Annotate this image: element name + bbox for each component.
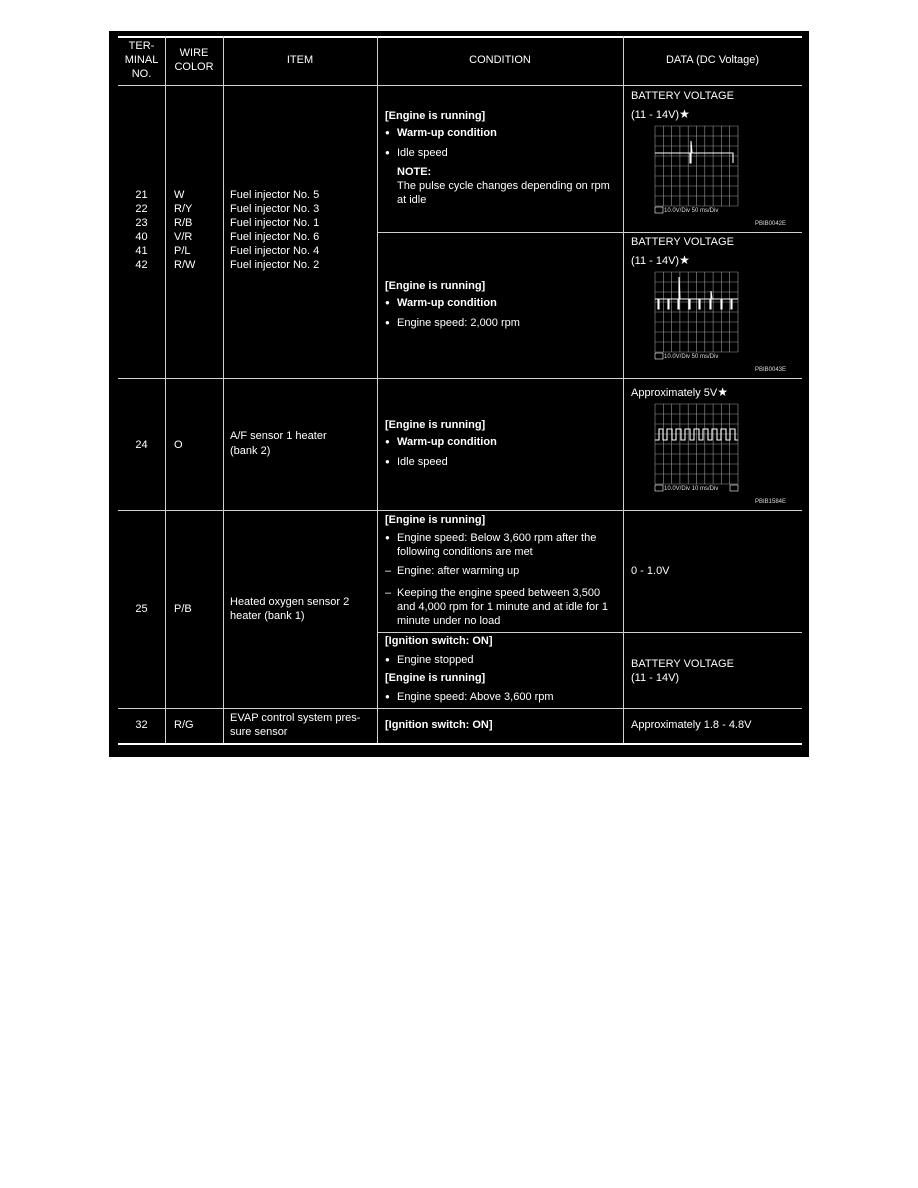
figure-code: PBIB0043E [755, 367, 787, 373]
data-voltage: BATTERY VOLTAGE [631, 658, 734, 670]
data-voltage: Approximately 1.8 - 4.8V [631, 719, 752, 731]
scope-scale: 10.0V/Div 50 ms/Div [664, 208, 719, 214]
oscilloscope-waveform-af-heater [654, 403, 739, 493]
condition-state: [Engine is running] [385, 110, 486, 122]
scope-scale: 10.0V/Div 50 ms/Div [664, 354, 719, 360]
terminal-number: 25 [135, 603, 148, 615]
condition-bullet: ● Engine stopped [397, 653, 473, 667]
oscilloscope-waveform-idle [654, 125, 739, 215]
scope-scale: 10.0V/Div 10 ms/Div [664, 486, 719, 492]
item-name: Heated oxygen sensor 2 [230, 596, 350, 608]
data-voltage: BATTERY VOLTAGE [631, 90, 734, 102]
item-name: Fuel injector No. 1 [230, 217, 320, 229]
note-text: at idle [397, 194, 427, 206]
condition-bullet: ● Warm-up condition [397, 126, 497, 140]
condition-state: [Ignition switch: ON] [385, 635, 493, 647]
header-bottom-rule [118, 85, 802, 86]
condition-state: [Ignition switch: ON] [385, 719, 493, 731]
star-icon: ★ [679, 253, 690, 267]
voltage-range-text: (11 - 14V) [631, 109, 680, 121]
figure-code: PBIB0042E [755, 221, 787, 227]
header-wire-line: COLOR [174, 61, 214, 73]
terminal-data-table [109, 31, 809, 757]
wire-color: R/B [174, 217, 193, 229]
header-terminal-line: NO. [131, 68, 152, 80]
figure-code: PBIB1584E [755, 499, 787, 505]
condition-state: [Engine is running] [385, 419, 486, 431]
condition-dash-item: – Engine: after warming up [397, 564, 519, 578]
row-divider-25 [118, 510, 802, 511]
header-terminal-line: TER- [128, 40, 155, 52]
star-icon: ★ [717, 385, 728, 399]
item-name: sure sensor [230, 726, 288, 738]
header-terminal [118, 39, 165, 81]
col-divider-4 [623, 36, 624, 743]
item-name: Fuel injector No. 5 [230, 189, 320, 201]
voltage-text: Approximately 5V [631, 387, 718, 399]
col-divider-1 [165, 36, 166, 743]
data-voltage: 0 - 1.0V [631, 565, 670, 577]
terminal-number: 23 [135, 217, 148, 229]
oscilloscope-waveform-2000rpm [654, 271, 739, 361]
item-name: heater (bank 1) [230, 610, 305, 622]
condition-bullet: ● Idle speed [397, 146, 448, 160]
row-divider-32 [118, 708, 802, 709]
wire-color: V/R [174, 231, 193, 243]
note-label: NOTE: [397, 166, 432, 178]
item-name: A/F sensor 1 heater [230, 430, 327, 442]
terminal-number: 40 [135, 231, 148, 243]
header-terminal-line: MINAL [124, 54, 159, 66]
condition-text: and 4,000 rpm for 1 minute and at idle for 1 [397, 601, 608, 613]
wire-color: R/W [174, 259, 196, 271]
terminal-number: 41 [135, 245, 148, 257]
data-voltage: BATTERY VOLTAGE [631, 236, 734, 248]
item-name: Fuel injector No. 3 [230, 203, 320, 215]
star-icon: ★ [679, 107, 690, 121]
data-voltage-range: (11 - 14V) [631, 672, 680, 684]
terminal-number: 22 [135, 203, 148, 215]
col-divider-3 [377, 36, 378, 743]
col-divider-2 [223, 36, 224, 743]
table-top-rule [118, 36, 802, 38]
injector-sub-divider [377, 232, 802, 233]
terminal-number: 32 [135, 719, 148, 731]
note-text: The pulse cycle changes depending on rpm [397, 180, 610, 192]
header-condition: CONDITION [469, 54, 531, 66]
table-bottom-rule [118, 743, 802, 745]
wire-color: R/G [174, 719, 194, 731]
ho2-sub-divider [377, 632, 802, 633]
condition-bullet: ● Engine speed: 2,000 rpm [397, 316, 520, 330]
condition-dash-item: – Keeping the engine speed between 3,500 [397, 586, 600, 600]
row-divider-24 [118, 378, 802, 379]
wire-color: P/B [174, 603, 192, 615]
condition-bullet: ● Engine speed: Above 3,600 rpm [397, 690, 554, 704]
terminal-number: 24 [135, 439, 148, 451]
condition-state: [Engine is running] [385, 672, 486, 684]
header-wire-line: WIRE [179, 47, 209, 59]
item-name: EVAP control system pres- [230, 712, 361, 724]
condition-bullet: ● Idle speed [397, 455, 448, 469]
condition-bullet: ● Engine speed: Below 3,600 rpm after the [397, 531, 596, 545]
item-name: (bank 2) [230, 445, 271, 457]
wire-color: R/Y [174, 203, 193, 215]
injector-terminals [118, 188, 165, 272]
voltage-range-text: (11 - 14V) [631, 255, 680, 267]
item-name: Fuel injector No. 4 [230, 245, 320, 257]
data-voltage-range [631, 253, 690, 268]
wire-color: W [174, 189, 185, 201]
condition-text: minute under no load [397, 615, 501, 627]
wire-color: O [174, 439, 183, 451]
item-name: Fuel injector No. 2 [230, 259, 320, 271]
item-name: Fuel injector No. 6 [230, 231, 320, 243]
wire-color: P/L [174, 245, 191, 257]
condition-bullet: ● Warm-up condition [397, 435, 497, 449]
injector-items [230, 188, 319, 272]
header-wire-color [165, 46, 223, 74]
condition-bullet: ● Warm-up condition [397, 296, 497, 310]
header-data: DATA (DC Voltage) [665, 54, 760, 66]
data-voltage-range [631, 107, 690, 122]
data-voltage [631, 385, 728, 400]
terminal-number: 21 [135, 189, 148, 201]
condition-state: [Engine is running] [385, 514, 486, 526]
condition-state: [Engine is running] [385, 280, 486, 292]
injector-wire-colors [174, 188, 195, 272]
header-item: ITEM [286, 54, 314, 66]
condition-text: following conditions are met [397, 546, 533, 558]
terminal-number: 42 [135, 259, 148, 271]
